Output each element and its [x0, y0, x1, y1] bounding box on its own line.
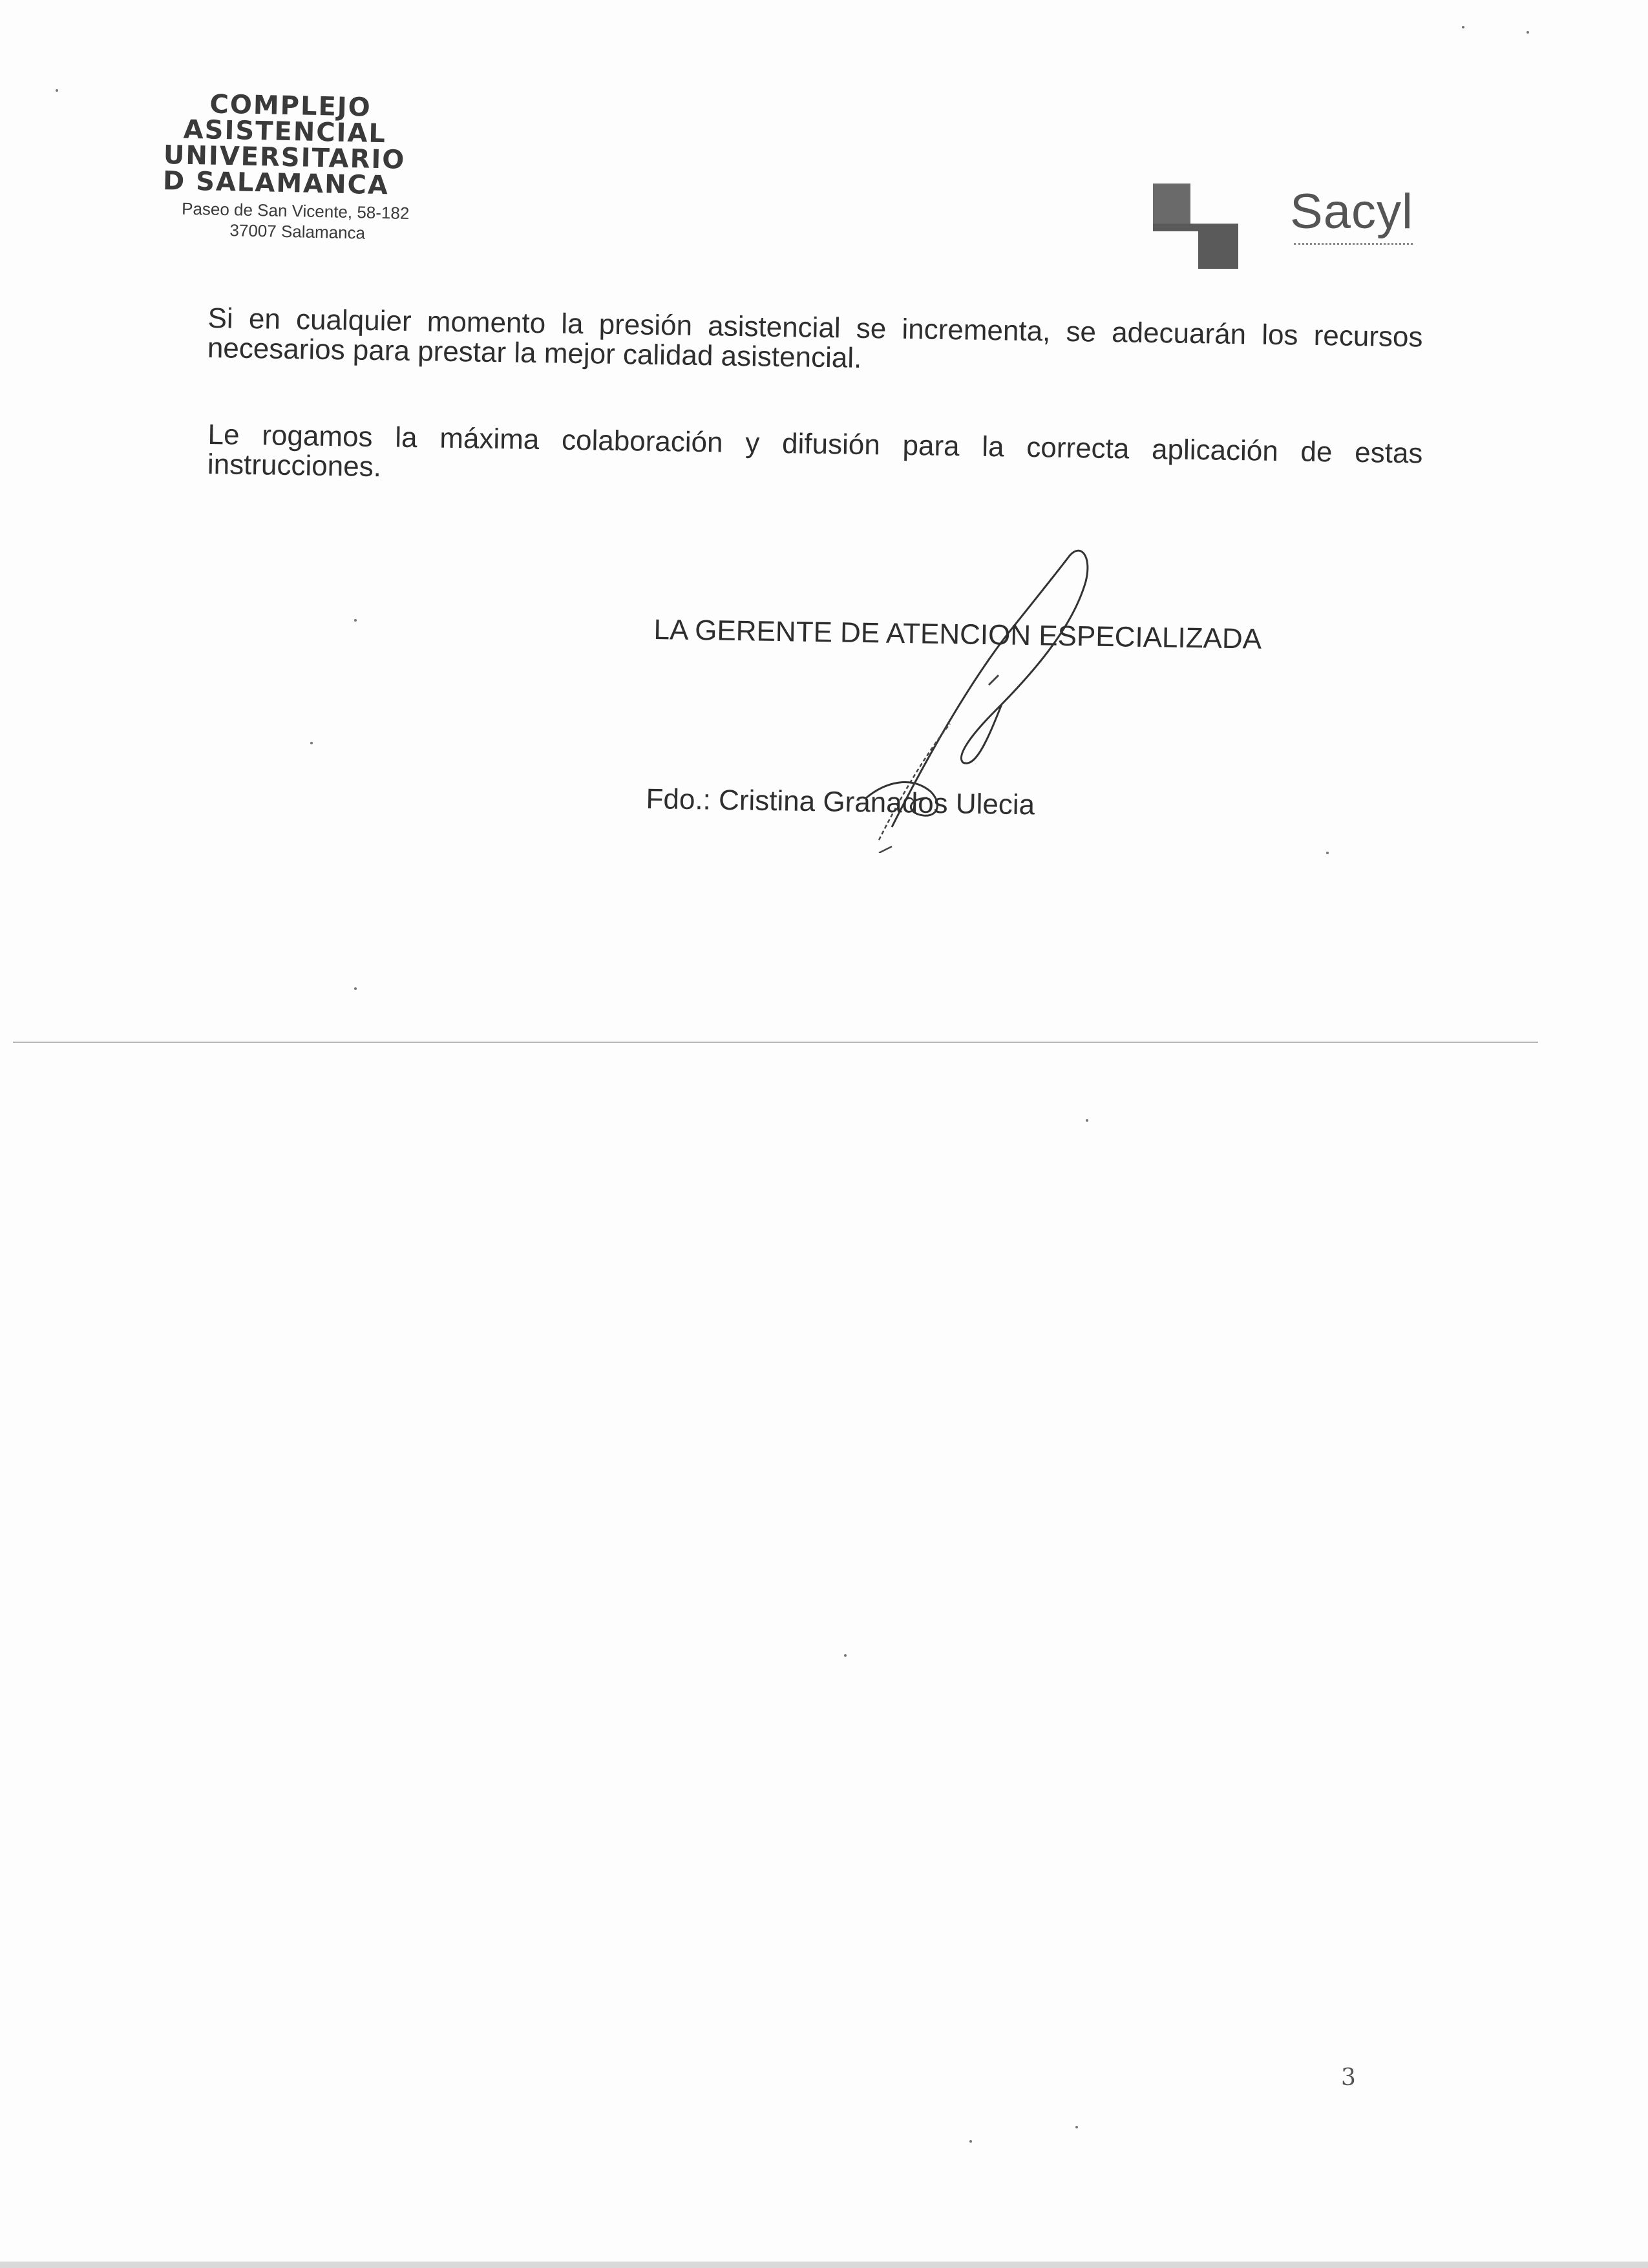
page-number: 3 — [1341, 2064, 1356, 2091]
letterhead-line: COMPLEJO — [209, 89, 372, 123]
body-paragraph: Le rogamos la máxima colaboración y difusión para la correcta aplicación de estas instrucciones. — [207, 419, 1423, 483]
scan-speck — [56, 89, 58, 92]
scan-speck — [969, 2140, 972, 2143]
letterhead-line: D SALAMANCA — [162, 165, 390, 201]
scan-speck — [354, 619, 357, 622]
sacyl-logo — [1150, 174, 1422, 271]
body-paragraph: Si en cualquier momento la presión asistencial se incrementa, se adecuarán los recursos necesarios para prestar la mejor calidad asistencial. — [207, 302, 1423, 374]
signatory-title: LA GERENTE DE ATENCION ESPECIALIZADA — [653, 614, 1262, 655]
scan-bottom-edge — [0, 2262, 1648, 2268]
letterhead-address-city: 37007 Salamanca — [229, 220, 366, 243]
scan-speck — [1527, 31, 1529, 34]
letterhead-line: ASISTENCIAL — [183, 114, 387, 149]
scan-speck — [1075, 2126, 1078, 2128]
scan-speck — [354, 987, 357, 990]
scan-speck — [1462, 26, 1464, 28]
sacyl-tagline-decoration — [1294, 243, 1413, 249]
letterhead-line: UNIVERSITARIO — [163, 140, 406, 175]
institution-letterhead — [162, 90, 488, 246]
letterhead-address-street: Paseo de San Vicente, 58-182 — [181, 198, 410, 223]
scan-speck — [844, 1654, 847, 1657]
sacyl-logo-mark-icon — [1150, 181, 1241, 271]
scan-speck — [1086, 1119, 1088, 1122]
sacyl-wordmark: Sacyl — [1290, 184, 1413, 239]
scan-speck — [1326, 852, 1329, 854]
signatory-name: Fdo.: Cristina Granados Ulecia — [646, 783, 1035, 821]
page-fold-line — [13, 1042, 1538, 1043]
scan-speck — [310, 742, 313, 744]
